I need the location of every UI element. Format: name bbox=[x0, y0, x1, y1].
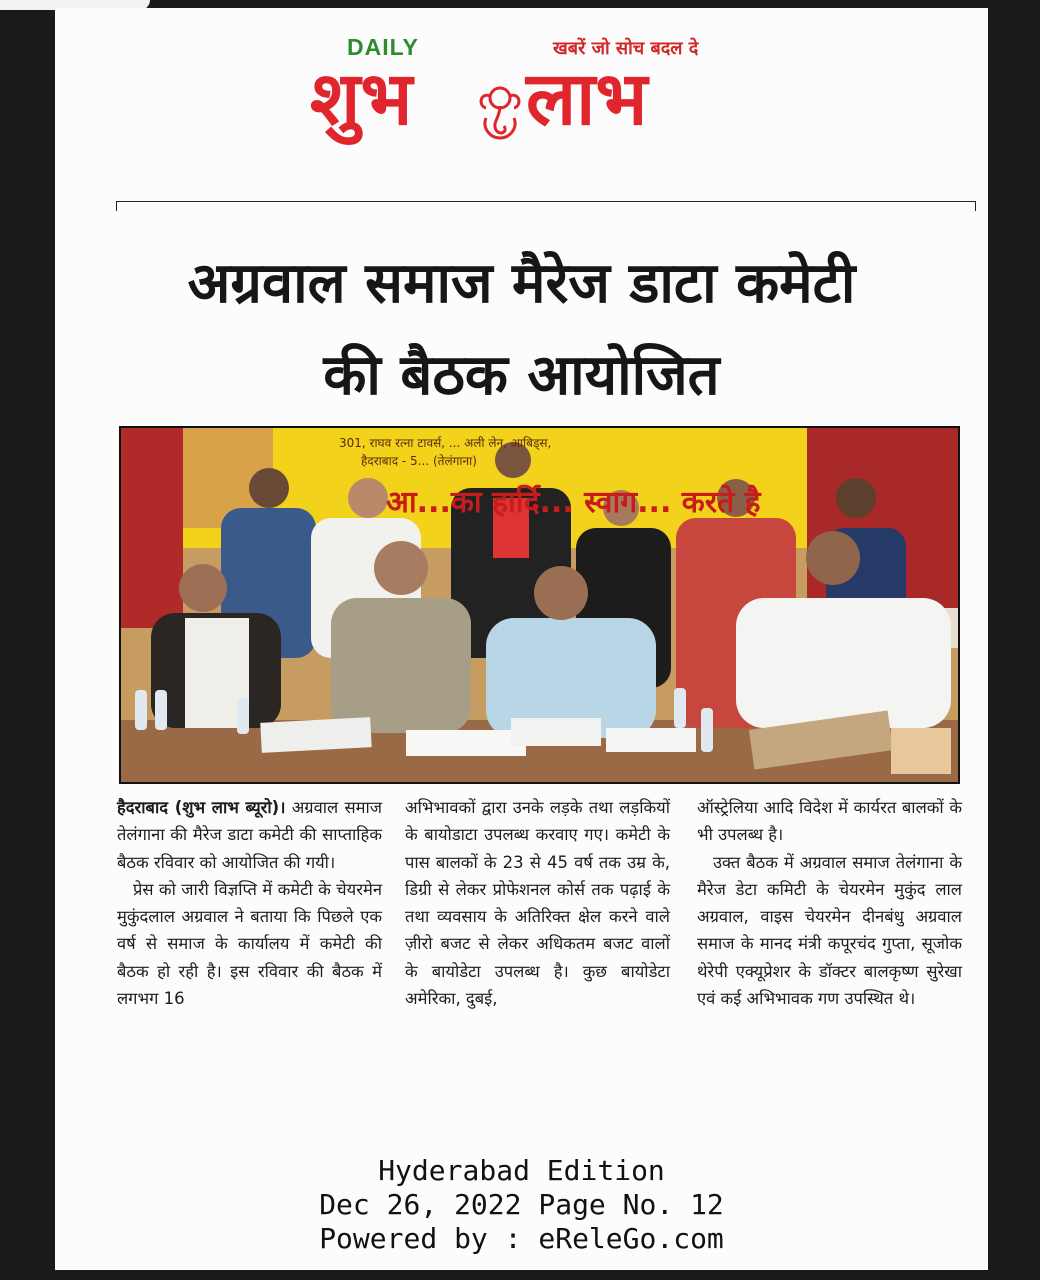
article-dateline: हैदराबाद (शुभ लाभ ब्यूरो)। bbox=[117, 798, 286, 817]
article-paragraph: ऑस्ट्रेलिया आदि विदेश में कार्यरत बालकों के भी उपलब्ध है। bbox=[697, 798, 962, 845]
headline bbox=[55, 238, 988, 422]
masthead-name-right: लाभ bbox=[526, 56, 648, 142]
edition-date-page: Dec 26, 2022 Page No. 12 bbox=[319, 1188, 724, 1221]
powered-by: Powered by : eReleGo.com bbox=[319, 1222, 724, 1255]
headline-line2: की बैठक आयोजित bbox=[323, 343, 720, 408]
article-column-2 bbox=[405, 794, 670, 1012]
banner-address-line1: 301, राघव रत्ना टावर्स, ... अली लेन, आबिड्स, bbox=[339, 436, 552, 450]
article-paragraph: अग्रवाल समाज तेलंगाना की मैरेज डाटा कमेटी की साप्ताहिक बैठक रविवार को आयोजित की गयी। bbox=[117, 798, 382, 872]
edition-name: Hyderabad Edition bbox=[378, 1154, 665, 1187]
edition-footer bbox=[55, 1154, 988, 1256]
masthead-tagline: खबरें जो सोच बदल दे bbox=[553, 38, 699, 59]
masthead-daily: DAILY bbox=[347, 34, 419, 60]
article-paragraph: अभिभावकों द्वारा उनके लड़के तथा लड़कियों के बायोडाटा उपलब्ध करवाए गए। कमेटी के पास बालकों के 23 से 45 वर्ष तक उम्र के, डिग्री से लेकर प्रोफेशनल कोर्स तक पढ़ाई के तथा व्यवसाय के अतिरिक्त क्षेल करने वाले ज़ीरो बजट से लेकर अधिकतम बजट वालों के बायोडेटा उपलब्ध है। कुछ बायोडेटा अमेरिका, दुबई, bbox=[405, 798, 670, 1009]
article-column-1 bbox=[117, 794, 382, 1012]
masthead-divider bbox=[116, 201, 976, 211]
masthead bbox=[310, 30, 740, 170]
masthead-name-left: शुभ bbox=[310, 56, 413, 142]
ganesh-icon bbox=[472, 78, 528, 142]
article-paragraph: प्रेस को जारी विज्ञप्ति में कमेटी के चेयरमेन मुकुंदलाल अग्रवाल ने बताया कि पिछले एक वर्ष से समाज के कार्यालय में कमेटी की बैठक हो रही है। इस रविवार की बैठक में लगभग 16 bbox=[117, 879, 382, 1009]
banner-address-line2: हैदराबाद - 5... (तेलंगाना) bbox=[361, 454, 477, 468]
article-photo bbox=[119, 426, 960, 784]
article-paragraph: उक्त बैठक में अग्रवाल समाज तेलंगाना के मैरेज डेटा कमिटी के चेयरमेन मुकुंद लाल अग्रवाल, वाइस चेयरमेन दीनबंधु अग्रवाल समाज के मानद मंत्री कपूरचंद गुप्ता, सूजोक थेरेपी एक्यूप्रेशर के डॉक्टर बालकृष्ण सुरेखा एवं कई अभिभावक गण उपस्थित थे। bbox=[697, 852, 962, 1009]
headline-line1: अग्रवाल समाज मैरेज डाटा कमेटी bbox=[187, 251, 856, 316]
newspaper-clipping bbox=[55, 8, 988, 1270]
article-column-3 bbox=[697, 794, 962, 1012]
banner-welcome: आ...का हार्दि... स्वाग... करते है bbox=[386, 485, 761, 520]
photo-illustration bbox=[121, 428, 958, 782]
